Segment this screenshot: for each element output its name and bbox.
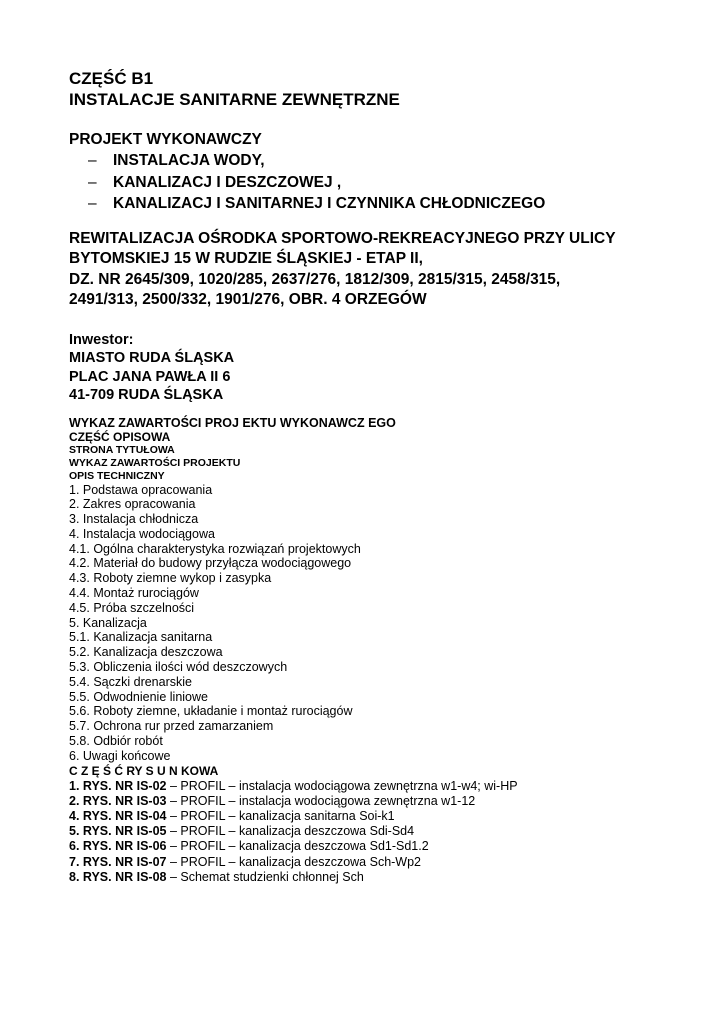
toc-item: 5. Kanalizacja <box>69 615 147 630</box>
drawings-section-title: C Z Ę Ś Ć RY S U N KOWA <box>69 763 219 778</box>
drawing-item <box>69 824 684 839</box>
toc-item: 5.4. Sączki drenarskie <box>69 674 192 689</box>
toc-item: 2. Zakres opracowania <box>69 497 196 512</box>
drawing-item <box>69 870 684 885</box>
bullet-dash: – <box>88 173 97 191</box>
toc-title: WYKAZ ZAWARTOŚCI PROJ EKTU WYKONAWCZ EGO <box>69 415 396 430</box>
drawing-number: 2. RYS. NR IS-03 <box>69 793 167 808</box>
toc-items-list <box>69 483 684 764</box>
toc-contents-list: WYKAZ ZAWARTOŚCI PROJEKTU <box>69 456 241 469</box>
drawing-number: 7. RYS. NR IS-07 <box>69 854 167 869</box>
toc-item: 4.5. Próba szczelności <box>69 600 195 615</box>
revitalization-line: REWITALIZACJA OŚRODKA SPORTOWO-REKREACYJNEGO PRZY ULICY <box>69 229 616 247</box>
drawing-description: – PROFIL – kanalizacja deszczowa Sch-Wp2 <box>166 854 422 869</box>
project-items-list <box>69 150 684 215</box>
toc-item: 4. Instalacja wodociągowa <box>69 526 215 541</box>
revitalization-line: 2491/313, 2500/332, 1901/276, OBR. 4 ORZEGÓW <box>69 291 427 308</box>
drawing-number: 1. RYS. NR IS-02 <box>69 778 167 793</box>
toc-item: 5.3. Obliczenia ilości wód deszczowych <box>69 660 288 675</box>
drawing-description: – PROFIL – kanalizacja deszczowa Sdi-Sd4 <box>166 824 415 839</box>
bullet-dash: – <box>88 152 97 169</box>
drawing-description: – PROFIL – kanalizacja deszczowa Sd1-Sd1.2 <box>166 839 429 854</box>
toc-item: 5.8. Odbiór robót <box>69 734 163 749</box>
drawing-item <box>69 794 684 809</box>
toc-item: 4.1. Ogólna charakterystyka rozwiązań projektowych <box>69 541 361 556</box>
part-title: CZĘŚĆ B1 <box>69 69 154 88</box>
drawing-number: 4. RYS. NR IS-04 <box>69 809 167 824</box>
bullet-dash: – <box>88 195 97 212</box>
toc-item: 5.6. Roboty ziemne, układanie i montaż rurociągów <box>69 704 353 719</box>
toc-item: 5.1. Kanalizacja sanitarna <box>69 630 213 645</box>
investor-line: PLAC JANA PAWŁA II 6 <box>69 368 231 385</box>
toc-title-page: STRONA TYTUŁOWA <box>69 443 175 456</box>
toc-item: 6. Uwagi końcowe <box>69 748 171 763</box>
project-heading: PROJEKT WYKONAWCZY <box>69 131 262 148</box>
drawing-item <box>69 809 684 824</box>
drawing-description: – PROFIL – instalacja wodociągowa zewnętrzna w1-12 <box>166 793 476 808</box>
revitalization-line: BYTOMSKIEJ 15 W RUDZIE ŚLĄSKIEJ - ETAP II, <box>69 250 423 267</box>
drawing-item <box>69 779 684 794</box>
project-item: – KANALIZACJ I DESZCZOWEJ , <box>69 172 684 194</box>
toc-item: 4.3. Roboty ziemne wykop i zasypka <box>69 571 272 586</box>
project-item: – INSTALACJA WODY, <box>69 150 684 172</box>
toc-item: 4.2. Materiał do budowy przyłącza wodociągowego <box>69 556 352 571</box>
investor-label: Inwestor: <box>69 331 134 348</box>
part-subtitle: INSTALACJE SANITARNE ZEWNĘTRZNE <box>69 90 400 109</box>
project-item: – KANALIZACJ I SANITARNEJ I CZYNNIKA CHŁODNICZEGO <box>69 193 684 215</box>
investor-line: MIASTO RUDA ŚLĄSKA <box>69 350 235 366</box>
toc-item: 3. Instalacja chłodnicza <box>69 512 199 527</box>
part-header <box>69 68 684 110</box>
toc-technical-description: OPIS TECHNICZNY <box>69 469 165 482</box>
toc-item: 5.2. Kanalizacja deszczowa <box>69 645 223 660</box>
drawing-description: – PROFIL – kanalizacja sanitarna Soi-k1 <box>166 809 395 824</box>
toc-item: 5.5. Odwodnienie liniowe <box>69 689 208 704</box>
toc-item: 4.4. Montaż rurociągów <box>69 586 199 601</box>
table-of-contents <box>69 416 684 886</box>
drawing-item <box>69 855 684 870</box>
revitalization-section <box>69 229 684 311</box>
drawing-item <box>69 839 684 854</box>
drawing-description: – Schemat studzienki chłonnej Sch <box>166 869 364 884</box>
drawing-number: 8. RYS. NR IS-08 <box>69 869 167 884</box>
revitalization-line: DZ. NR 2645/309, 1020/285, 2637/276, 1812/309, 2815/315, 2458/315, <box>69 270 561 288</box>
drawing-number: 5. RYS. NR IS-05 <box>69 824 167 839</box>
project-section <box>69 129 684 215</box>
toc-item: 1. Podstawa opracowania <box>69 482 213 497</box>
toc-descriptive-part: CZĘŚĆ OPISOWA <box>69 429 171 444</box>
toc-item: 5.7. Ochrona rur przed zamarzaniem <box>69 719 274 734</box>
drawings-list <box>69 779 684 885</box>
drawing-number: 6. RYS. NR IS-06 <box>69 839 167 854</box>
investor-line: 41-709 RUDA ŚLĄSKA <box>69 387 224 403</box>
drawing-description: – PROFIL – instalacja wodociągowa zewnętrzna w1-w4; wi-HP <box>166 778 518 793</box>
investor-section <box>69 331 684 405</box>
